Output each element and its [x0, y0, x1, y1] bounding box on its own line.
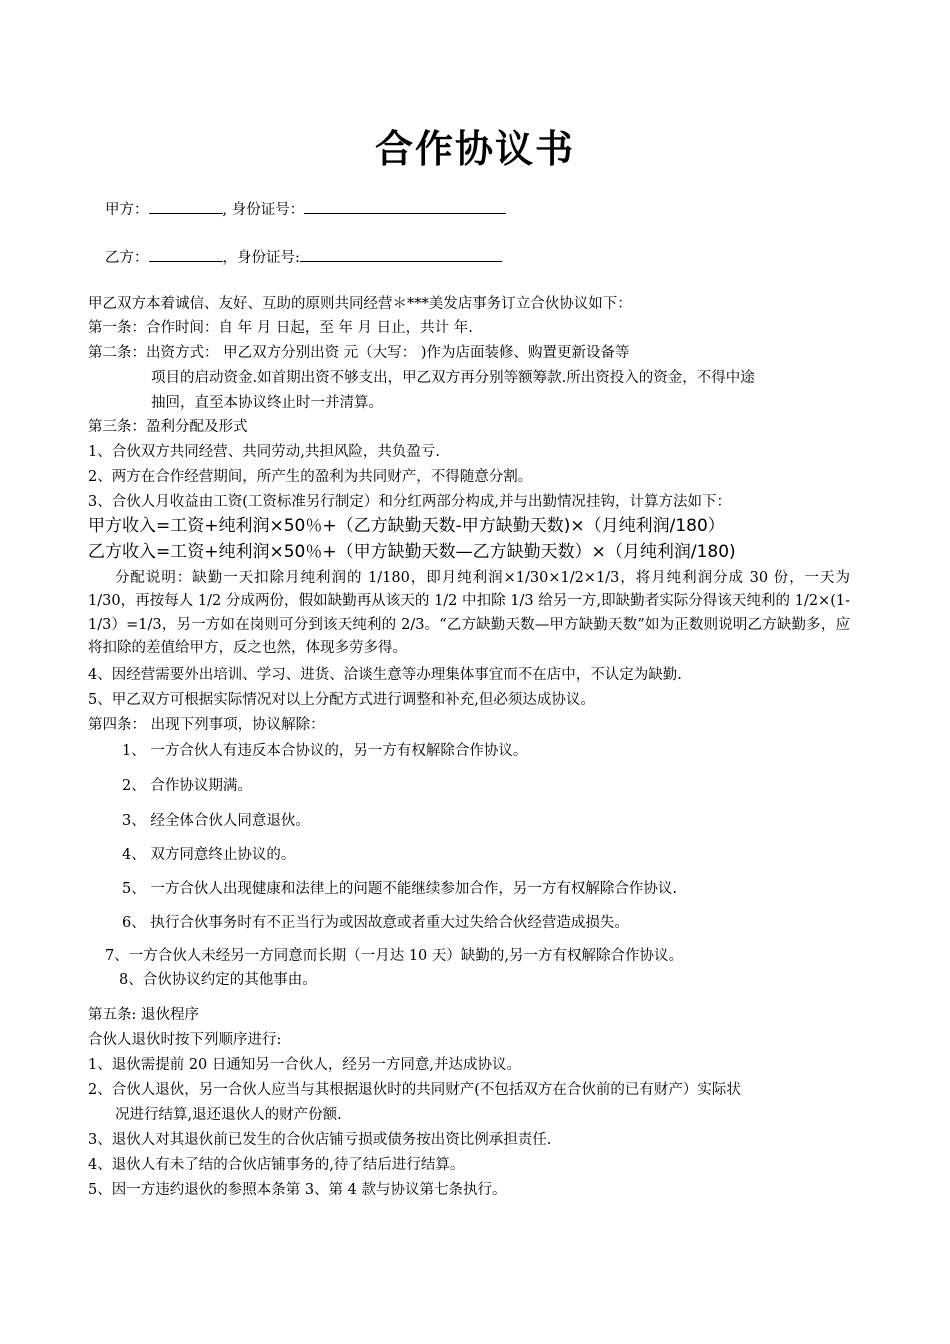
article-4-item-6: 6、 执行合伙事务时有不正当行为或因故意或者重大过失给合伙经营造成损失。: [122, 915, 629, 931]
article-5-subheading: 合伙人退伙时按下列顺序进行:: [88, 1032, 282, 1048]
article-5-item-5: 5、因一方违约退伙的参照本条第 3、第 4 款与协议第七条执行。: [88, 1182, 507, 1198]
article-4-item-4: 4、 双方同意终止协议的。: [122, 847, 296, 863]
article-3-item-1: 1、合伙双方共同经营、共同劳动,共担风险，共负盈亏.: [88, 444, 440, 460]
article-2-line-2: 项目的启动资金.如首期出资不够支出，甲乙双方再分别等额筹款.所出资投入的资金，不得中途: [151, 370, 755, 386]
party-b-label: 乙方：: [105, 250, 149, 266]
article-5-item-2-cont: 况进行结算,退还退伙人的财产份额.: [115, 1107, 342, 1123]
article-3-heading: 第三条：盈利分配及形式: [88, 419, 248, 435]
distribution-explanation: [88, 567, 850, 660]
formula-party-a: 甲方收入=工资+纯利润×50％+（乙方缺勤天数-甲方缺勤天数)×（月纯利润/180）: [88, 516, 725, 536]
party-a-id-label: , 身份证号：: [222, 202, 305, 218]
intro-text: 甲乙双方本着诚信、友好、互助的原则共同经营＊***美发店事务订立合伙协议如下：: [88, 296, 632, 312]
article-4-item-2: 2、 合作协议期满。: [122, 778, 252, 794]
article-5-item-3: 3、退伙人对其退伙前已发生的合伙店铺亏损或债务按出资比例承担责任.: [88, 1132, 552, 1148]
article-4-heading: 第四条： 出现下列事项，协议解除：: [88, 717, 325, 733]
article-3-item-2: 2、两方在合作经营期间，所产生的盈利为共同财产，不得随意分割。: [88, 469, 533, 485]
formula-party-b: 乙方收入=工资+纯利润×50％+（甲方缺勤天数—乙方缺勤天数）×（月纯利润/180): [88, 542, 736, 562]
party-a-id-blank: [304, 199, 506, 214]
party-b-id-blank: [300, 247, 502, 262]
article-5-heading: 第五条: 退伙程序: [88, 1007, 199, 1023]
party-a-name-blank: [149, 199, 223, 214]
article-5-item-2: 2、合伙人退伙，另一合伙人应当与其根据退伙时的共同财产(不包括双方在合伙前的已有财产）实际状: [88, 1082, 741, 1098]
article-3-item-4: 4、因经营需要外出培训、学习、进货、洽谈生意等办理集体事宜而不在店中，不认定为缺勤.: [88, 667, 682, 683]
article-5-item-1: 1、退伙需提前 20 日通知另一合伙人，经另一方同意,并达成协议。: [88, 1057, 522, 1073]
article-2-line-3: 抽回，直至本协议终止时一并清算。: [151, 395, 383, 411]
article-4-item-1: 1、 一方合伙人有违反本合协议的，另一方有权解除合作协议。: [122, 743, 528, 759]
article-3-item-5: 5、甲乙双方可根据实际情况对以上分配方式进行调整和补充,但必须达成协议。: [88, 692, 595, 708]
distribution-explanation-text: 分配说明：缺勤一天扣除月纯利润的 1/180，即月纯利润×1/30×1/2×1/3，将月纯利润分成 30 份，一天为 1/30，再按每人 1/2 分成两份，假如缺勤再从该天的 1/2 中扣除 1/3 给另一方,即缺勤者实际分得该天纯利的 1/2×(1-1/3）=1/3，另一方如在岗则可分到该天纯利的 2/3。“乙方缺勤天数—甲方缺勤天数”如为正数则说明乙方缺勤多，应将扣除的差值给甲方，反之也然，体现多劳多得。: [88, 570, 850, 656]
article-4-item-8: 8、合伙协议约定的其他事由。: [119, 972, 317, 988]
party-a-label: 甲方：: [105, 202, 149, 218]
article-5-item-4: 4、退伙人有未了结的合伙店铺事务的,待了结后进行结算。: [88, 1157, 465, 1173]
article-1: 第一条：合作时间：自 年 月 日起，至 年 月 日止，共计 年.: [88, 320, 473, 336]
article-4-item-7: 7、一方合伙人未经另一方同意而长期（一月达 10 天）缺勤的,另一方有权解除合作协议。: [105, 948, 683, 964]
party-a-line: [105, 199, 506, 220]
article-3-item-3: 3、合伙人月收益由工资(工资标准另行制定）和分红两部分构成,并与出勤情况挂钩，计算方法如下：: [88, 494, 731, 510]
party-b-id-label: ，身份证号:: [222, 250, 300, 266]
article-4-item-5: 5、 一方合伙人出现健康和法律上的问题不能继续参加合作，另一方有权解除合作协议.: [122, 881, 677, 897]
party-b-line: [105, 247, 502, 268]
article-2-heading: 第二条：出资方式： 甲乙双方分别出资 元（大写： )作为店面装修、购置更新设备等: [88, 345, 630, 361]
party-b-name-blank: [149, 247, 223, 262]
page-title: 合作协议书: [374, 127, 575, 171]
article-4-item-3: 3、 经全体合伙人同意退伙。: [122, 813, 310, 829]
